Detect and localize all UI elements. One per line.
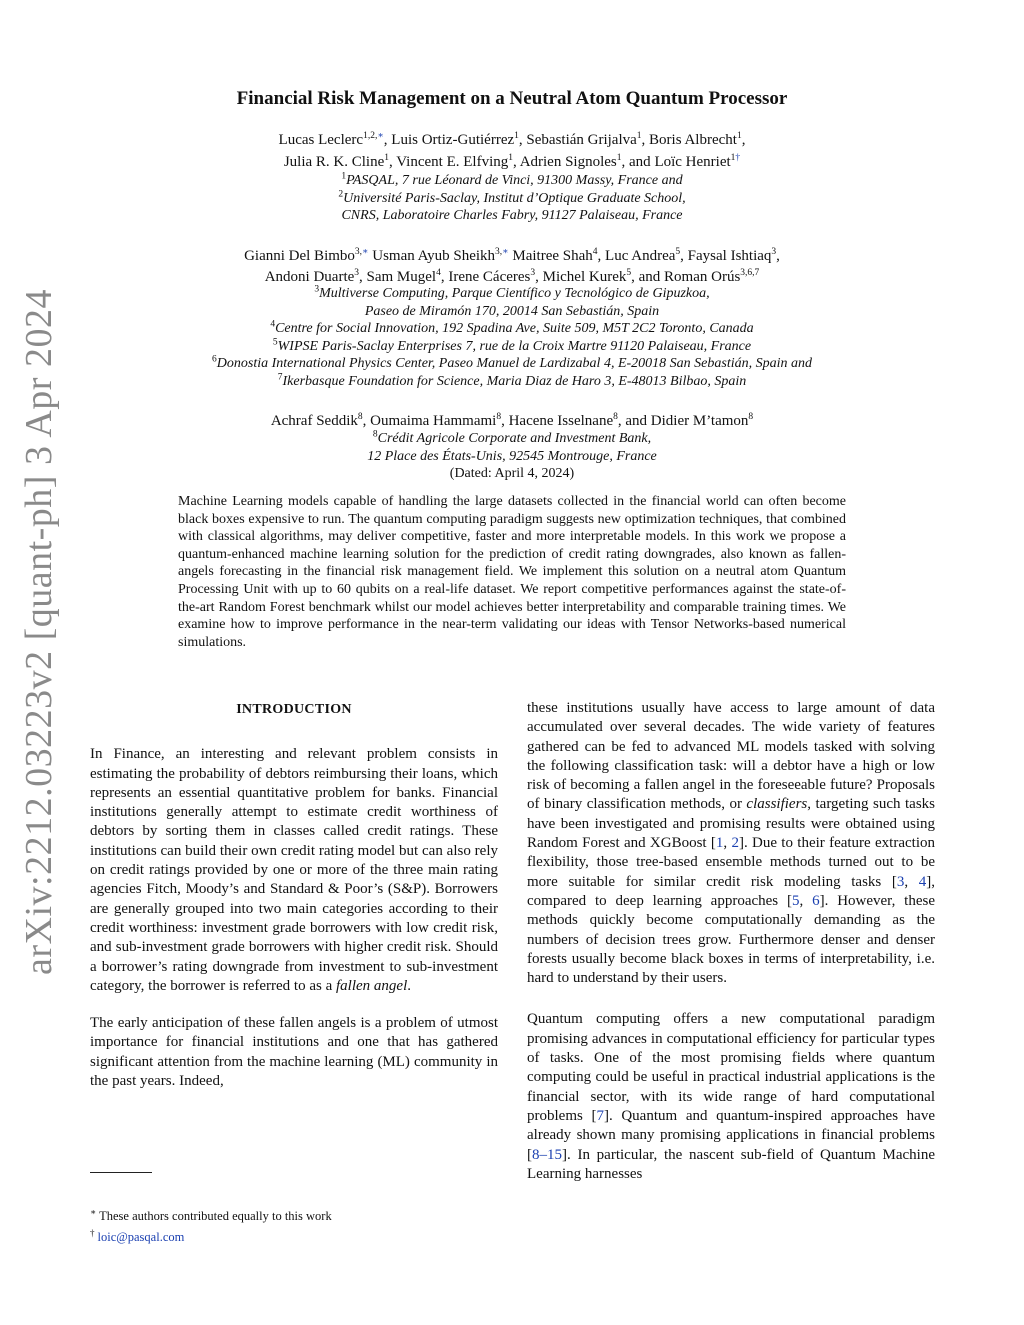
author-line: Julia R. K. Cline$^1$, Vincent E. Elfving$^1$, Adrien Signoles$^1$, and Loïc Henriet$^{1\dagger}$	[283, 153, 741, 170]
citation-link[interactable]: 4	[918, 873, 927, 890]
email-link[interactable]: loic@pasqal.com	[97, 1229, 185, 1244]
author-line: Gianni Del Bimbo$^{3,∗}$ Usman Ayub Sheikh$^{3,∗}$ Maitree Shah$^4$, Luc Andrea$^5$, Faysal Ishtiaq$^3$,	[244, 247, 780, 264]
affiliation-block	[80, 285, 944, 390]
author-affil-sup: 3	[354, 268, 360, 278]
author-affil-sup: 8	[613, 412, 618, 422]
paragraph: The early anticipation of these fallen angels is a problem of utmost importance for financial institutions and one that has gathered significant attention from the machine learning (ML) community in the past years. Indeed,	[90, 1015, 498, 1090]
author-affil-sup: 1	[616, 153, 622, 163]
author-name: Luc Andrea	[605, 248, 676, 264]
affiliation-line: Paseo de Miramón 170, 20014 San Sebastián, Spain	[364, 303, 660, 319]
author-affil-sup: 1	[514, 131, 519, 141]
affiliation-block	[80, 430, 944, 465]
footnote: † loic@pasqal.com	[90, 1227, 185, 1244]
author-affil-sup: 1,2,∗	[363, 131, 384, 141]
author-affil-sup: 8	[357, 412, 363, 422]
dated-line: (Dated: April 4, 2024)	[449, 466, 575, 481]
citation-link[interactable]: 6	[812, 892, 820, 909]
author-name: Andoni Duarte	[264, 269, 355, 285]
citation-link[interactable]: 7	[596, 1107, 604, 1124]
author-affil-sup: 3,∗	[495, 247, 509, 257]
author-name: Boris Albrecht	[649, 132, 737, 148]
paper-title: Financial Risk Management on a Neutral Atom Quantum Processor	[236, 88, 788, 109]
author-name: Usman Ayub Sheikh	[372, 248, 496, 264]
affiliation-line: $^7$Ikerbasque Foundation for Science, Maria Diaz de Haro 3, E-48013 Bilbao, Spain	[277, 371, 747, 389]
citation-link[interactable]: 8–15	[532, 1146, 562, 1163]
author-line: Andoni Duarte$^3$, Sam Mugel$^4$, Irene Cáceres$^3$, Michel Kurek$^5$, and Roman Orús$^{3,6,7}$	[264, 268, 760, 285]
author-affil-sup: 5	[675, 247, 681, 257]
footnote-marker: ∗	[377, 131, 384, 141]
author-affil-sup: 4	[592, 247, 598, 257]
footnote: ∗ These authors contributed equally to this work	[90, 1207, 332, 1224]
author-affil-sup: 1	[736, 131, 742, 141]
affiliation-block	[80, 172, 944, 225]
affiliation-line: $^6$Donostia International Physics Center, Paseo Manuel de Lardizabal 4, E-20018 San Sebastián, Spain and	[212, 354, 812, 371]
author-name: Adrien Signoles	[519, 154, 617, 170]
affiliation-line: 12 Place des États-Unis, 92545 Montrouge, France	[367, 448, 657, 464]
author-affil-sup: 1	[384, 153, 390, 163]
affiliation-line: $^4$Centre for Social Innovation, 192 Spadina Ave, Suite 509, M5T 2C2 Toronto, Canada	[270, 319, 754, 336]
author-name: Maitree Shah	[512, 248, 593, 264]
affiliation-line: $^3$Multiverse Computing, Parque Científico y Tecnológico de Gipuzkoa,	[314, 284, 710, 301]
author-affil-sup: 3	[530, 268, 536, 278]
paragraph: these institutions usually have access to large amount of data accumulated over several decades. The wide variety of features gathered can be fed to advanced ML models tasked with solving the following classification task: will a debtor have a high or low risk of becoming a fallen angel in the foreseeable future? Proposals of binary classification methods, or classifiers, targeting such tasks have been investigated and promising results were obtained using Random Forest and XGBoost [1, 2]. Due to their feature extraction flexibility, those tree-based ensemble methods turned out to be more suitable for similar credit risk modeling tasks [3, 4], compared to deep learning approaches [5, 6]. However, these methods quickly become computationally demanding as the numbers of decision trees grow. Furthermore denser and denser forests usually become black boxes in terms of interpretability, i.e. hard to understand by their users.	[527, 700, 935, 987]
author-name: Luis Ortiz-Gutiérrez	[391, 132, 515, 148]
affiliation-line: $^2$Université Paris-Saclay, Institut d’Optique Graduate School,	[338, 188, 686, 206]
author-affil-sup: 5	[626, 268, 632, 278]
author-name: Roman Orús	[664, 269, 741, 285]
author-name: Vincent E. Elfving	[396, 154, 509, 170]
author-name: Hacene Isselnane	[508, 413, 614, 429]
author-affil-sup: 4	[436, 268, 441, 278]
footnote-marker: ∗	[362, 247, 369, 257]
author-affil-sup: 8	[496, 412, 502, 422]
author-affil-sup: 3,∗	[354, 247, 369, 257]
author-name: Oumaima Hammami	[370, 413, 497, 429]
author-affil-sup: 1†	[730, 153, 741, 163]
author-name: Sebastián Grijalva	[526, 132, 637, 148]
affiliation-line: CNRS, Laboratoire Charles Fabry, 91127 Palaiseau, France	[341, 208, 683, 223]
footnotes	[90, 1204, 510, 1245]
paragraph: In Finance, an interesting and relevant problem consists in estimating the probability of debtors reimbursing their loans, which represents an essential quantitative problem for banks. Financial institutions generally attempt to estimate credit worthiness of debtors by sorting them in classes called credit ratings. These institutions can build their own credit rating model but can also rely on credit ratings provided by one or more of the three main rating agencies Fitch, Moody’s and Standard & Poor’s (S&P). Borrowers are generally grouped into two main categories according to their credit worthiness: investment grade borrowers with low credit risk, and sub-investment grade borrowers with higher credit risk. Should a borrower’s rating downgrade from investment to sub-investment category, the borrower is referred to as a fallen angel.	[90, 746, 498, 994]
author-name: Michel Kurek	[542, 269, 627, 285]
author-name: Irene Cáceres	[448, 269, 531, 285]
affiliation-line: $^5$WIPSE Paris-Saclay Enterprises 7, rue de la Croix Martre 91120 Palaiseau, France	[272, 336, 752, 354]
citation-link[interactable]: 2	[731, 835, 739, 852]
footnote-marker: ∗	[502, 247, 509, 257]
right-column	[527, 699, 935, 1184]
author-name: Loïc Henriet	[654, 154, 731, 170]
left-column	[90, 700, 498, 1091]
author-affil-sup: 8	[748, 412, 754, 422]
citation-link[interactable]: 3	[896, 873, 905, 890]
author-affil-sup: 3	[771, 247, 777, 257]
author-name: Gianni Del Bimbo	[244, 248, 355, 264]
section-heading: INTRODUCTION	[236, 702, 352, 717]
footnote-marker: †	[735, 153, 741, 163]
author-line: Achraf Seddik$^8$, Oumaima Hammami$^8$, Hacene Isselnane$^8$, and Didier M’tamon$^8$	[270, 412, 754, 429]
affiliation-line: $^8$Crédit Agricole Corporate and Investment Bank,	[372, 429, 652, 446]
author-name: Faysal Ishtiaq	[687, 248, 772, 264]
author-affil-sup: 3,6,7	[740, 268, 760, 278]
author-name: Didier M’tamon	[650, 413, 749, 429]
author-name: Lucas Leclerc	[278, 132, 364, 148]
arxiv-stamp: arXiv:2212.03223v2 [quant-ph] 3 Apr 2024	[18, 289, 60, 975]
author-line: Lucas Leclerc$^{1,2,∗}$, Luis Ortiz-Gutiérrez$^1$, Sebastián Grijalva$^1$, Boris Albrecht$^1$,	[278, 131, 746, 148]
paragraph: Quantum computing offers a new computational paradigm promising advances in computational efficiency for particular types of tasks. One of the most promising fields where quantum computing could be useful in practical industrial applications is the financial sector, with its wide range of hard computational problems [7]. Quantum and quantum-inspired approaches have already shown many promising applications in financial problems [8–15]. In particular, the nascent sub-field of Quantum Machine Learning harnesses	[527, 1011, 935, 1182]
author-affil-sup: 1	[508, 153, 513, 163]
footnote-rule	[90, 1172, 152, 1173]
citation-link[interactable]: 1	[715, 835, 724, 852]
citation-link[interactable]: 5	[791, 892, 800, 909]
abstract: Machine Learning models capable of handling the large datasets collected in the financial world can often become black boxes expensive to run. The quantum computing paradigm suggests new optimization techniques, that combined with classical algorithms, may deliver competitive, faster and more interpretable models. In this work we propose a quantum-enhanced machine learning solution for the prediction of credit rating downgrades, also known as fallen-angels forecasting in the financial risk management field. We implement this solution on a neutral atom Quantum Processing Unit with up to 60 qubits on a real-life dataset. We report competitive performances against the state-of-the-art Random Forest benchmark whilst our model achieves better interpretability and comparable training times. We examine how to improve performance in the near-term validating our ideas with Tensor Networks-based numerical simulations.	[178, 494, 846, 650]
author-name: Julia R. K. Cline	[283, 154, 385, 170]
affiliation-line: $^1$PASQAL, 7 rue Léonard de Vinci, 91300 Massy, France and	[341, 171, 683, 188]
author-affil-sup: 1	[636, 131, 642, 141]
author-name: Achraf Seddik	[270, 413, 358, 429]
author-name: Sam Mugel	[366, 269, 437, 285]
